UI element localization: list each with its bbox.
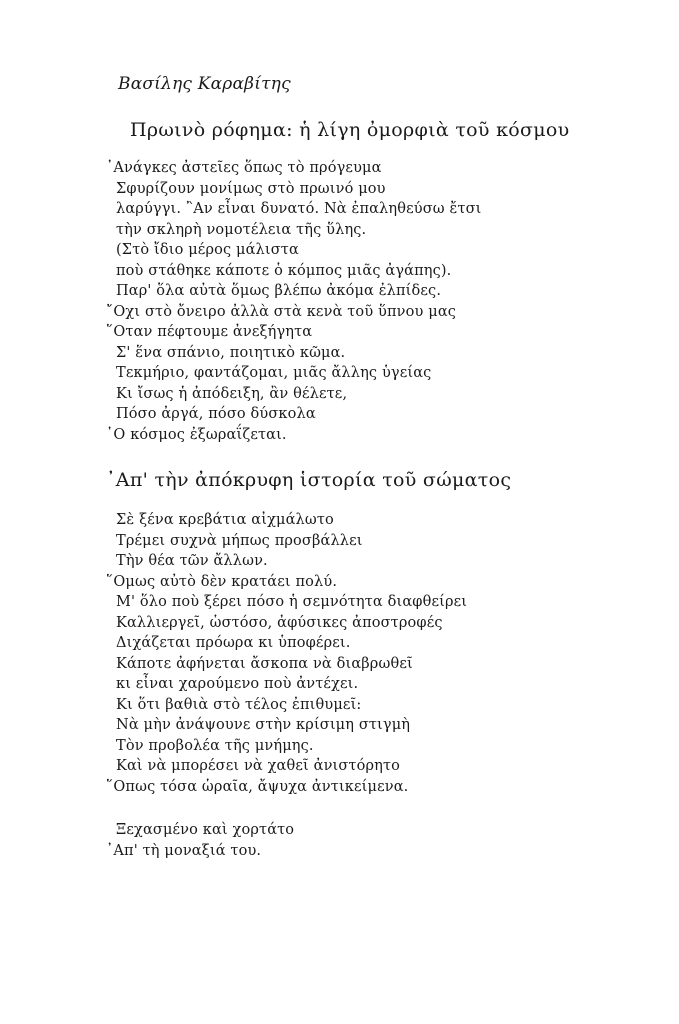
poem-2-title: ᾿Απ' τὴν ἀπόκρυφη ἱστορία τοῦ σώματος: [106, 469, 512, 491]
poem-line: Παρ' ὅλα αὐτὰ ὅμως βλέπω ἀκόμα ἐλπίδες.: [116, 283, 442, 299]
poem-line: Διχάζεται πρόωρα κι ὑποφέρει.: [116, 635, 351, 651]
poem-line: ᾿Απ' τὴ μοναξιά του.: [106, 842, 262, 859]
poem-line: ῞Ομως αὐτὸ δὲν κρατάει πολύ.: [106, 573, 338, 590]
poem-1-title: Πρωινὸ ρόφημα: ἡ λίγη ὀμορφιὰ τοῦ κόσμου: [130, 119, 570, 141]
poem-line: ῎Οχι στὸ ὄνειρο ἀλλὰ στὰ κενὰ τοῦ ὕπνου μας: [106, 303, 457, 320]
poem-line: τὴν σκληρὴ νομοτέλεια τῆς ὕλης.: [116, 221, 367, 238]
poem-line: Τὸν προβολέα τῆς μνήμης.: [116, 737, 314, 754]
poem-line: Καλλιεργεῖ, ὡστόσο, ἀφύσικες ἀποστροφές: [116, 614, 443, 631]
poem-line: Μ' ὅλο ποὺ ξέρει πόσο ἡ σεμνότητα διαφθείρει: [116, 594, 468, 610]
poem-line: Νὰ μὴν ἀνάψουνε στὴν κρίσιμη στιγμὴ: [116, 717, 411, 733]
poem-line: Σὲ ξένα κρεβάτια αἰχμάλωτο: [116, 512, 334, 528]
poem-line: Τὴν θέα τῶν ἄλλων.: [116, 553, 268, 569]
poem-line: Σφυρίζουν μονίμως στὸ πρωινό μου: [116, 180, 386, 197]
poem-line: ᾿Ανάγκες ἀστεῖες ὅπως τὸ πρόγευμα: [106, 160, 382, 176]
poem-line: Τρέμει συχνὰ μήπως προσβάλλει: [116, 532, 363, 549]
poem-line: κι εἶναι χαρούμενο ποὺ ἀντέχει.: [116, 676, 359, 692]
poem-line: Καὶ νὰ μπορέσει νὰ χαθεῖ ἀνιστόρητο: [116, 758, 401, 774]
poem-line: λαρύγγι. ῍Αν εἶναι δυνατό. Νὰ ἐπαληθεύσω ἔτσι: [116, 201, 482, 217]
poem-line: (Στὸ ἴδιο μέρος μάλιστα: [116, 242, 299, 258]
poem-line: Κι ὅτι βαθιὰ στὸ τέλος ἐπιθυμεῖ:: [116, 696, 362, 713]
poem-line: Κάποτε ἀφήνεται ἄσκοπα νὰ διαβρωθεῖ: [116, 655, 413, 672]
poem-line: Πόσο ἀργά, πόσο δύσκολα: [116, 406, 316, 422]
poem-2-stanza: [106, 510, 467, 797]
poem-line: Κι ἴσως ἡ ἀπόδειξη, ἂν θέλετε,: [116, 385, 348, 402]
poem-line: Ξεχασμένο καὶ χορτάτο: [116, 822, 295, 838]
poem-1-stanza: [106, 158, 482, 445]
poem-line: ῾Ο κόσμος ἐξωραΐζεται.: [106, 426, 287, 443]
poem-line: ποὺ στάθηκε κάποτε ὁ κόμπος μιᾶς ἀγάπης).: [116, 262, 452, 279]
poem-line: Σ' ἕνα σπάνιο, ποιητικὸ κῶμα.: [116, 344, 346, 361]
author-name: Βασίλης Καραβίτης: [118, 74, 291, 94]
poem-line: Τεκμήριο, φαντάζομαι, μιᾶς ἄλλης ὑγείας: [116, 365, 432, 381]
poem-2-coda: [106, 820, 294, 861]
poem-line: ῞Οταν πέφτουμε ἀνεξήγητα: [106, 324, 313, 340]
poem-line: ῞Οπως τόσα ὡραῖα, ἄψυχα ἀντικείμενα.: [106, 778, 409, 795]
